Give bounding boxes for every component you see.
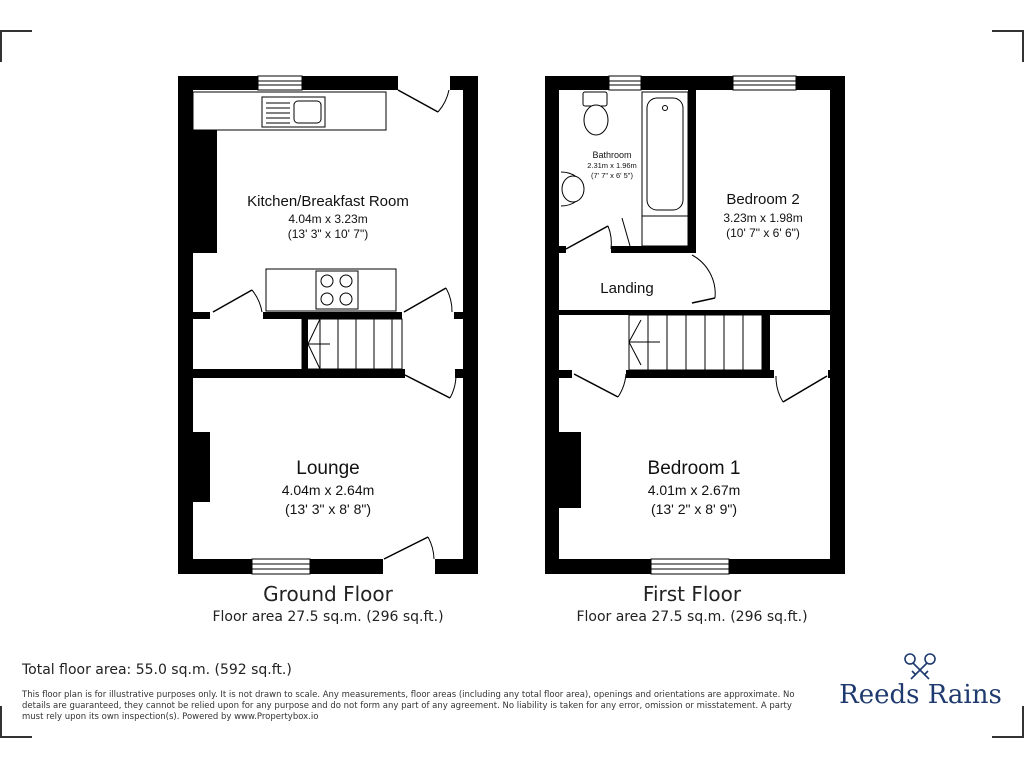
kitchen-worktop — [193, 92, 386, 130]
bedroom-1-imperial: (13' 2" x 8' 9") — [650, 501, 738, 517]
stair-wall-top — [559, 310, 830, 315]
keys-icon — [838, 650, 1003, 682]
first-floor-area: Floor area 27.5 sq.m. (296 sq.ft.) — [576, 609, 808, 625]
kitchen-window — [258, 76, 302, 90]
bathroom-name: Bathroom — [592, 150, 632, 160]
ground-floor-area: Floor area 27.5 sq.m. (296 sq.ft.) — [212, 609, 444, 625]
bathroom-window — [609, 76, 641, 90]
bathroom-door-opening — [566, 246, 611, 253]
lounge-metric: 4.04m x 2.64m — [281, 482, 375, 498]
bath-panel — [642, 216, 688, 246]
lounge-name: Lounge — [296, 458, 360, 479]
landing-left — [559, 315, 629, 370]
bedroom-2-metric: 3.23m x 1.98m — [723, 211, 803, 225]
kitchen-metric: 4.04m x 3.23m — [288, 212, 368, 226]
bathroom-right-wall — [688, 90, 696, 253]
lounge-chimney-breast — [193, 432, 210, 502]
bedroom-2-name: Bedroom 2 — [726, 191, 800, 208]
lounge-imperial: (13' 3" x 8' 8") — [284, 501, 372, 517]
kitchen-chimney-breast — [193, 130, 217, 253]
landing-name: Landing — [600, 280, 654, 297]
kitchen-name: Kitchen/Breakfast Room — [247, 193, 409, 210]
bedroom-1-metric: 4.01m x 2.67m — [647, 482, 741, 498]
bedroom-1-chimney-breast — [559, 432, 581, 508]
bathroom-metric: 2.31m x 1.96m — [587, 161, 637, 170]
kitchen-hall-opening-left — [210, 312, 263, 319]
bedroom-1-window — [651, 559, 729, 574]
ground-floor-plan — [178, 76, 478, 574]
disclaimer-text: This floor plan is for illustrative purposes only. It is not drawn to scale. Any measurements, floor areas (including any total floor area), openings and orientations are approximate. No details are guaranteed, they cannot be relied upon for any purpose and do not form any part of any agreement. No liability is taken for any error, omission or misstatement. A party must rely upon its own inspection(s). Powered by www.Propertybox.io — [22, 690, 795, 722]
ground-floor-title: Ground Floor — [263, 582, 393, 606]
bedroom-2-window — [733, 76, 796, 90]
total-floor-area: Total floor area: 55.0 sq.m. (592 sq.ft.) — [22, 662, 292, 678]
bedroom-2-door-opening — [688, 255, 696, 303]
bedroom-2-imperial: (10' 7" x 6' 6") — [726, 226, 800, 240]
lounge-door-opening — [405, 369, 455, 378]
landing-right-cupboard — [770, 315, 830, 370]
first-floor-plan — [545, 76, 845, 574]
toilet — [583, 92, 608, 135]
bathroom-imperial: (7' 7" x 6' 5") — [591, 171, 633, 180]
lounge-window — [252, 559, 310, 574]
brand-logo — [838, 650, 1003, 720]
first-floor-title: First Floor — [642, 582, 742, 606]
kitchen-hall-opening-right — [402, 312, 454, 319]
brand-name: Reeds Rains — [839, 680, 1002, 710]
first-floor-staircase — [629, 315, 762, 370]
bedroom-1-name: Bedroom 1 — [647, 458, 741, 479]
kitchen-imperial: (13' 3" x 10' 7") — [287, 227, 369, 241]
ground-floor-staircase — [302, 319, 402, 369]
bath-tub — [642, 92, 688, 216]
stair-wall-right — [762, 310, 770, 375]
kitchen-hob — [266, 269, 396, 311]
cupboard-door-opening — [774, 370, 828, 378]
